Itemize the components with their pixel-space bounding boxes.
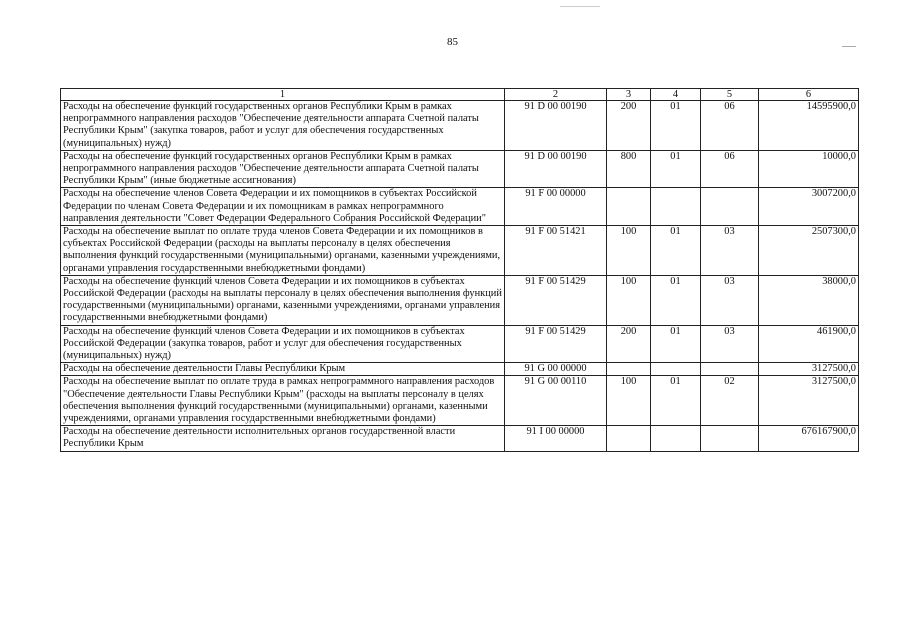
- table-row: [61, 426, 859, 451]
- section-code: [651, 426, 701, 451]
- subsection-code: [701, 188, 759, 226]
- amount: 14595900,0: [759, 101, 859, 151]
- expense-description: Расходы на обеспечение функций членов Совета Федерации и их помощников в субъектах Российской Федерации (расходы на выплаты персоналу в целях обеспечения выполнения функций государственными (муниципальными) органами, казенными учреждениями, органами управления государственными внебюджетными фондами): [61, 275, 505, 325]
- section-code: 01: [651, 325, 701, 363]
- expense-description: Расходы на обеспечение функций государственных органов Республики Крым в рамках непрограммного направления расходов "Обеспечение деятельности аппарата Счетной палаты Республики Крым" (закупка товаров, работ и услуг для обеспечения государственных (муниципальных) нужд): [61, 101, 505, 151]
- table-row: [61, 226, 859, 276]
- subsection-code: 06: [701, 101, 759, 151]
- subsection-code: 02: [701, 376, 759, 426]
- expense-type-code: 200: [607, 101, 651, 151]
- target-article-code: 91 F 00 00000: [505, 188, 607, 226]
- amount: 461900,0: [759, 325, 859, 363]
- section-code: 01: [651, 101, 701, 151]
- section-code: 01: [651, 150, 701, 188]
- target-article-code: 91 G 00 00000: [505, 363, 607, 376]
- scan-mark: [842, 46, 856, 47]
- table-row: [61, 188, 859, 226]
- budget-table: [60, 88, 859, 452]
- amount: 2507300,0: [759, 226, 859, 276]
- column-header: 3: [607, 89, 651, 101]
- table-header-row: [61, 89, 859, 101]
- table-row: [61, 275, 859, 325]
- column-header: 5: [701, 89, 759, 101]
- expense-description: Расходы на обеспечение функций государственных органов Республики Крым в рамках непрограммного направления расходов "Обеспечение деятельности аппарата Счетной палаты Республики Крым" (иные бюджетные ассигнования): [61, 150, 505, 188]
- amount: 10000,0: [759, 150, 859, 188]
- table-row: [61, 325, 859, 363]
- subsection-code: 06: [701, 150, 759, 188]
- expense-description: Расходы на обеспечение деятельности исполнительных органов государственной власти Республики Крым: [61, 426, 505, 451]
- target-article-code: 91 F 00 51429: [505, 325, 607, 363]
- amount: 3127500,0: [759, 376, 859, 426]
- subsection-code: 03: [701, 226, 759, 276]
- expense-description: Расходы на обеспечение деятельности Главы Республики Крым: [61, 363, 505, 376]
- target-article-code: 91 D 00 00190: [505, 101, 607, 151]
- amount: 676167900,0: [759, 426, 859, 451]
- target-article-code: 91 G 00 00110: [505, 376, 607, 426]
- expense-description: Расходы на обеспечение функций членов Совета Федерации и их помощников в субъектах Российской Федерации (закупка товаров, работ и услуг для обеспечения государственных (муниципальных) нужд): [61, 325, 505, 363]
- subsection-code: 03: [701, 325, 759, 363]
- target-article-code: 91 F 00 51421: [505, 226, 607, 276]
- amount: 3127500,0: [759, 363, 859, 376]
- subsection-code: [701, 363, 759, 376]
- section-code: [651, 363, 701, 376]
- column-header: 6: [759, 89, 859, 101]
- expense-description: Расходы на обеспечение членов Совета Федерации и их помощников в субъектах Российской Федерации по членам Совета Федерации и их помощникам в рамках непрограммного направления деятельности "Совет Федерации Федерального Собрания Российской Федерации": [61, 188, 505, 226]
- expense-type-code: 100: [607, 376, 651, 426]
- expense-type-code: 200: [607, 325, 651, 363]
- table-row: [61, 376, 859, 426]
- scan-mark: [560, 6, 600, 7]
- expense-type-code: [607, 188, 651, 226]
- column-header: 1: [61, 89, 505, 101]
- amount: 3007200,0: [759, 188, 859, 226]
- target-article-code: 91 I 00 00000: [505, 426, 607, 451]
- amount: 38000,0: [759, 275, 859, 325]
- subsection-code: [701, 426, 759, 451]
- section-code: [651, 188, 701, 226]
- section-code: 01: [651, 226, 701, 276]
- table-row: [61, 363, 859, 376]
- table-row: [61, 101, 859, 151]
- expense-description: Расходы на обеспечение выплат по оплате труда в рамках непрограммного направления расходов "Обеспечение деятельности Главы Республики Крым" (расходы на выплаты персоналу в целях обеспечения выполнения функций государственными (муниципальными) органами, казенными учреждениями, органами управления государственными внебюджетными фондами): [61, 376, 505, 426]
- expense-description: Расходы на обеспечение выплат по оплате труда членов Совета Федерации и их помощников в субъектах Российской Федерации (расходы на выплаты персоналу в целях обеспечения выполнения функций государственными (муниципальными) органами, казенными учреждениями, органами управления государственными внебюджетными фондами): [61, 226, 505, 276]
- subsection-code: 03: [701, 275, 759, 325]
- expense-type-code: [607, 426, 651, 451]
- target-article-code: 91 D 00 00190: [505, 150, 607, 188]
- expense-type-code: 100: [607, 275, 651, 325]
- section-code: 01: [651, 376, 701, 426]
- expense-type-code: 100: [607, 226, 651, 276]
- table-row: [61, 150, 859, 188]
- column-header: 4: [651, 89, 701, 101]
- section-code: 01: [651, 275, 701, 325]
- page-number: 85: [447, 36, 458, 48]
- column-header: 2: [505, 89, 607, 101]
- expense-type-code: [607, 363, 651, 376]
- target-article-code: 91 F 00 51429: [505, 275, 607, 325]
- expense-type-code: 800: [607, 150, 651, 188]
